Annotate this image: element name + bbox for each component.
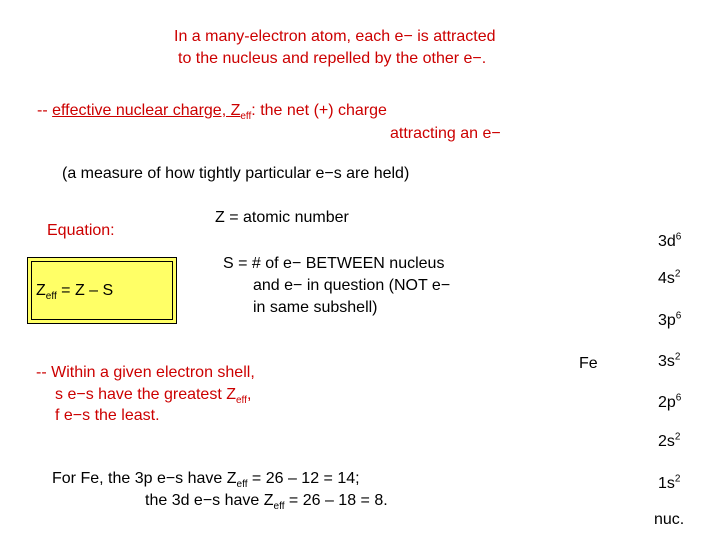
subshell-4s: $4s^2$ — [658, 268, 681, 287]
definition-line-2: attracting an e− — [390, 125, 501, 142]
s-definition-line-3: in same subshell) — [253, 299, 378, 316]
subshell-3d: $3d^6$ — [658, 231, 682, 250]
nucleus-label: nuc. — [654, 511, 685, 528]
subshell-2s: $2s^2$ — [658, 431, 681, 450]
fe-example-line-1: For Fe, the 3p e−s have $Z_{eff} = 26 - 12 = 14$; — [52, 470, 360, 491]
definition-line-1 — [37, 101, 387, 121]
subshell-3p: $3p^6$ — [658, 310, 682, 329]
definition-term: effective nuclear charge, $Z_{eff}$ — [52, 102, 252, 123]
measure-note: (a measure of how tightly particular e−s are held) — [62, 165, 410, 182]
s-definition-line-1: S = # of e− BETWEEN nucleus — [223, 255, 445, 272]
element-label: Fe — [579, 355, 598, 372]
subshell-3s: $3s^2$ — [658, 351, 681, 370]
fe-example-line-2: the 3d e−s have $Z_{eff} = 26 - 18 = 8$. — [145, 492, 388, 513]
subshell-2p: $2p^6$ — [658, 392, 682, 411]
shell-note-line-3: f e−s the least. — [55, 407, 160, 424]
definition-prefix: -- — [37, 102, 53, 119]
subshell-1s: $1s^2$ — [658, 473, 681, 492]
intro-line-1: In a many-electron atom, each e− is attracted — [174, 28, 496, 45]
equation-formula: $Z_{eff} = Z - S$ — [36, 282, 114, 303]
intro-line-2: to the nucleus and repelled by the other e−. — [178, 50, 487, 67]
s-definition-line-2: and e− in question (NOT e− — [253, 277, 451, 294]
definition-text: : the net (+) charge — [251, 102, 387, 119]
shell-note-line-1: -- Within a given electron shell, — [36, 364, 255, 381]
z-definition: Z = atomic number — [215, 209, 349, 226]
shell-note-line-2: s e−s have the greatest $Z_{eff}$, — [55, 386, 252, 407]
equation-label: Equation: — [47, 222, 115, 239]
